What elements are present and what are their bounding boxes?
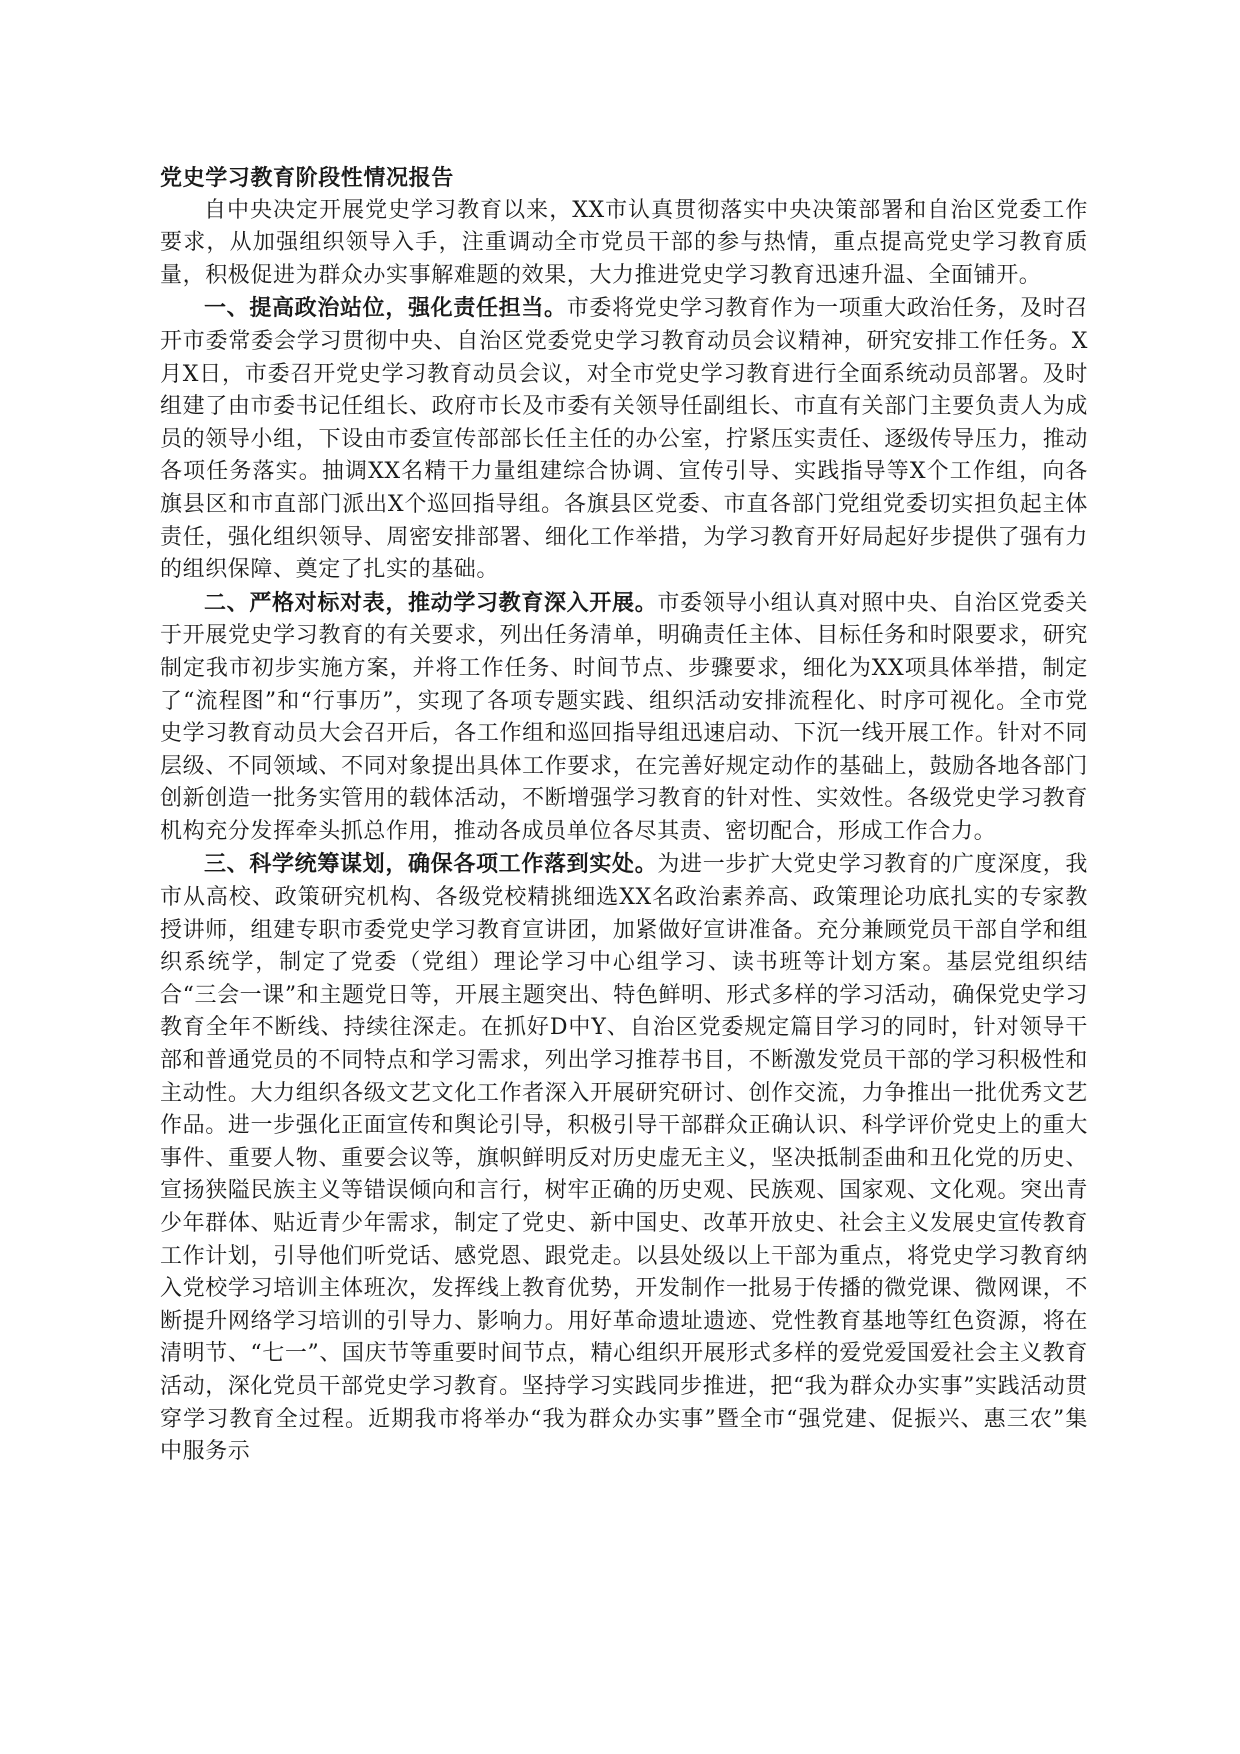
section-2-body: 市委领导小组认真对照中央、自治区党委关于开展党史学习教育的有关要求，列出任务清单，明确责任主体、目标任务和时限要求，研究制定我市初步实施方案，并将工作任务、时间节点、步骤要求，细化为XX项具体举措，制定了“流程图”和“行事历”，实现了各项专题实践、组织活动安排流程化、时序可视化。全市党史学习教育动员大会召开后，各工作组和巡回指导组迅速启动、下沉一线开展工作。针对不同层级、不同领域、不同对象提出具体工作要求，在完善好规定动作的基础上，鼓励各地各部门创新创造一批务实管用的载体活动，不断增强学习教育的针对性、实效性。各级党史学习教育机构充分发挥牵头抓总作用，推动各成员单位各尽其责、密切配合，形成工作合力。 xyxy=(160,590,1088,844)
section-1-heading: 一、提高政治站位，强化责任担当。 xyxy=(204,295,567,322)
section-2-paragraph xyxy=(160,587,1088,849)
section-3-body: 为进一步扩大党史学习教育的广度深度，我市从高校、政策研究机构、各级党校精挑细选XX名政治素养高、政策理论功底扎实的专家教授讲师，组建专职市委党史学习教育宣讲团，加紧做好宣讲准备。充分兼顾党员干部自学和组织系统学，制定了党委（党组）理论学习中心组学习、读书班等计划方案。基层党组织结合“三会一课”和主题党日等，开展主题突出、特色鲜明、形式多样的学习活动，确保党史学习教育全年不断线、持续往深走。在抓好D中Y、自治区党委规定篇目学习的同时，针对领导干部和普通党员的不同特点和学习需求，列出学习推荐书目，不断激发党员干部的学习积极性和主动性。大力组织各级文艺文化工作者深入开展研究研讨、创作交流，力争推出一批优秀文艺作品。进一步强化正面宣传和舆论引导，积极引导干部群众正确认识、科学评价党史上的重大事件、重要人物、重要会议等，旗帜鲜明反对历史虚无主义，坚决抵制歪曲和丑化党的历史、宣扬狭隘民族主义等错误倾向和言行，树牢正确的历史观、民族观、国家观、文化观。突出青少年群体、贴近青少年需求，制定了党史、新中国史、改革开放史、社会主义发展史宣传教育工作计划，引导他们听党话、感党恩、跟党走。以县处级以上干部为重点，将党史学习教育纳入党校学习培训主体班次，发挥线上教育优势，开发制作一批易于传播的微党课、微网课，不断提升网络学习培训的引导力、影响力。用好革命遗址遗迹、党性教育基地等红色资源，将在清明节、“七一”、国庆节等重要时间节点，精心组织开展形式多样的爱党爱国爱社会主义教育活动，深化党员干部党史学习教育。坚持学习实践同步推进，把“我为群众办实事”实践活动贯穿学习教育全过程。近期我市将举办“我为群众办实事”暨全市“强党建、促振兴、惠三农”集中服务示 xyxy=(160,852,1088,1465)
section-3-paragraph xyxy=(160,848,1088,1468)
intro-text: 自中央决定开展党史学习教育以来，XX市认真贯彻落实中央决策部署和自治区党委工作要求，从加强组织领导入手，注重调动全市党员干部的参与热情，重点提高党史学习教育质量，积极促进为群众办实事解难题的效果，大力推进党史学习教育迅速升温、全面铺开。 xyxy=(160,197,1088,288)
document-title: 党史学习教育阶段性情况报告 xyxy=(160,165,454,191)
document-body xyxy=(160,162,1088,1469)
intro-paragraph xyxy=(160,195,1088,293)
section-2-heading: 二、严格对标对表，推动学习教育深入开展。 xyxy=(204,589,658,616)
section-1-paragraph xyxy=(160,292,1088,586)
section-1-body: 市委将党史学习教育作为一项重大政治任务，及时召开市委常委会学习贯彻中央、自治区党委党史学习教育动员会议精神，研究安排工作任务。X月X日，市委召开党史学习教育动员会议，对全市党史学习教育进行全面系统动员部署。及时组建了由市委书记任组长、政府市长及市委有关领导任副组长、市直有关部门主要负责人为成员的领导小组，下设由市委宣传部部长任主任的办公室，拧紧压实责任、逐级传导压力，推动各项任务落实。抽调XX名精干力量组建综合协调、宣传引导、实践指导等X个工作组，向各旗县区和市直部门派出X个巡回指导组。各旗县区党委、市直各部门党组党委切实担负起主体责任，强化组织领导、周密安排部署、细化工作举措，为学习教育开好局起好步提供了强有力的组织保障、奠定了扎实的基础。 xyxy=(160,296,1088,583)
section-3-heading: 三、科学统筹谋划，确保各项工作落到实处。 xyxy=(204,851,658,878)
